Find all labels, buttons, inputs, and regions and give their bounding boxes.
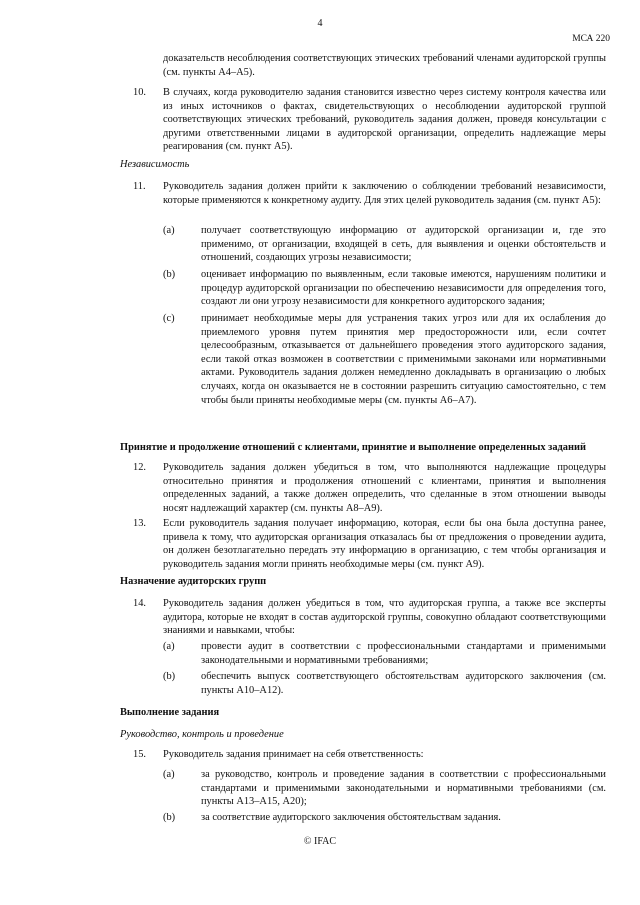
paragraph-10: В случаях, когда руководителю задания становится известно через систему контроля качества или из иных источников о фактах, свидетельствующих о несоблюдении аудиторской группой соответствующих этических требований, руководитель задания должен, проведя консультации с другими ответственными лицами в аудиторской организации, определить надлежащие меры реагирования (см. пункт А5).	[163, 87, 606, 153]
paragraph-13: Если руководитель задания получает информацию, которая, если бы она была доступна ранее, привела к тому, что аудиторская организация отказалась бы от предложения о проведении аудита, он должен безотлагательно передать эту информацию в организацию, с тем чтобы организация и руководитель задания могли принять необходимые меры (см. пункт А9).	[163, 518, 606, 570]
paragraph-12: Руководитель задания должен убедиться в том, что выполняются надлежащие процедуры относительно принятия и продолжения отношений с клиентами, принятия и выполнения определенных заданий, а также должен определить, что сделанные в этом отношении выводы носят надлежащий характер (см. пункты А8–А9).	[163, 462, 606, 514]
heading-performance: Выполнение задания	[120, 707, 220, 718]
paragraph-10-number: 10.	[133, 87, 146, 98]
item-15a: за руководство, контроль и проведение задания в соответствии с профессиональными стандартами и применимыми законодательными и нормативными требованиями (см. пункты А13–А15, А20);	[201, 769, 606, 808]
item-14a-label: (a)	[163, 641, 175, 652]
item-11b-label: (b)	[163, 269, 176, 280]
paragraph-11: Руководитель задания должен прийти к заключению о соблюдении требований независимости, которые применяются к конкретному аудиту. Для этих целей руководитель задания (см. пункт А5):	[163, 181, 606, 206]
item-14b-label: (b)	[163, 671, 176, 682]
item-15b: за соответствие аудиторского заключения обстоятельствам задания.	[201, 812, 501, 823]
item-11a-label: (a)	[163, 225, 175, 236]
heading-team-assignment: Назначение аудиторских групп	[120, 576, 267, 587]
paragraph-14: Руководитель задания должен убедиться в том, что аудиторская группа, а также все эксперты аудитора, которые не входят в состав аудиторской группы, совокупно обладают соответствующими знаниями и навыками, чтобы:	[163, 598, 606, 637]
item-11a: получает соответствующую информацию от аудиторской организации и, где это применимо, от организации, входящей в сеть, для выявления и оценки обстоятельств и отношений, создающих угрозы независимости;	[201, 225, 606, 264]
item-11b: оценивает информацию по выявленным, если таковые имеются, нарушениям политики и процедур аудиторской организации по обеспечению независимости для определения того, создают ли они угрозу независимости для конкретного аудиторского задания;	[201, 269, 606, 308]
paragraph-13-number: 13.	[133, 518, 146, 529]
paragraph-14-number: 14.	[133, 598, 146, 609]
item-15a-label: (a)	[163, 769, 175, 780]
heading-independence: Независимость	[120, 159, 190, 170]
heading-direction-supervision: Руководство, контроль и проведение	[120, 729, 284, 740]
paragraph-12-number: 12.	[133, 462, 146, 473]
paragraph-11-number: 11.	[133, 181, 146, 192]
paragraph-15: Руководитель задания принимает на себя ответственность:	[163, 749, 424, 760]
page-number: 4	[317, 18, 323, 29]
document-code: МСА 220	[572, 34, 610, 44]
footer-copyright: © IFAC	[303, 836, 337, 847]
item-11c-label: (c)	[163, 313, 175, 324]
item-15b-label: (b)	[163, 812, 176, 823]
item-14b: обеспечить выпуск соответствующего обстоятельствам аудиторского заключения (см. пункты А10–А12).	[201, 671, 606, 696]
paragraph-9-continuation: доказательств несоблюдения соответствующих этических требований членами аудиторской группы (см. пункты А4–А5).	[163, 53, 606, 78]
item-14a: провести аудит в соответствии с профессиональными стандартами и применимыми законодательными и нормативными требованиями;	[201, 641, 606, 666]
paragraph-15-number: 15.	[133, 749, 146, 760]
item-11c: принимает необходимые меры для устранения таких угроз или для их ослабления до приемлемого уровня путем принятия мер предосторожности или, если сочтет целесообразным, отказывается от дальнейшего проведения этого аудиторского задания, если такой отказ возможен в соответствии с применимыми законами или нормативными актами. Руководитель задания должен немедленно докладывать в организацию о любых случаях, когда он оказывается не в состоянии разрешить ситуацию самостоятельно, с тем чтобы были приняты необходимые меры (см. пункты А6–А7).	[201, 313, 606, 406]
heading-acceptance: Принятие и продолжение отношений с клиентами, принятие и выполнение определенных заданий	[120, 442, 586, 453]
